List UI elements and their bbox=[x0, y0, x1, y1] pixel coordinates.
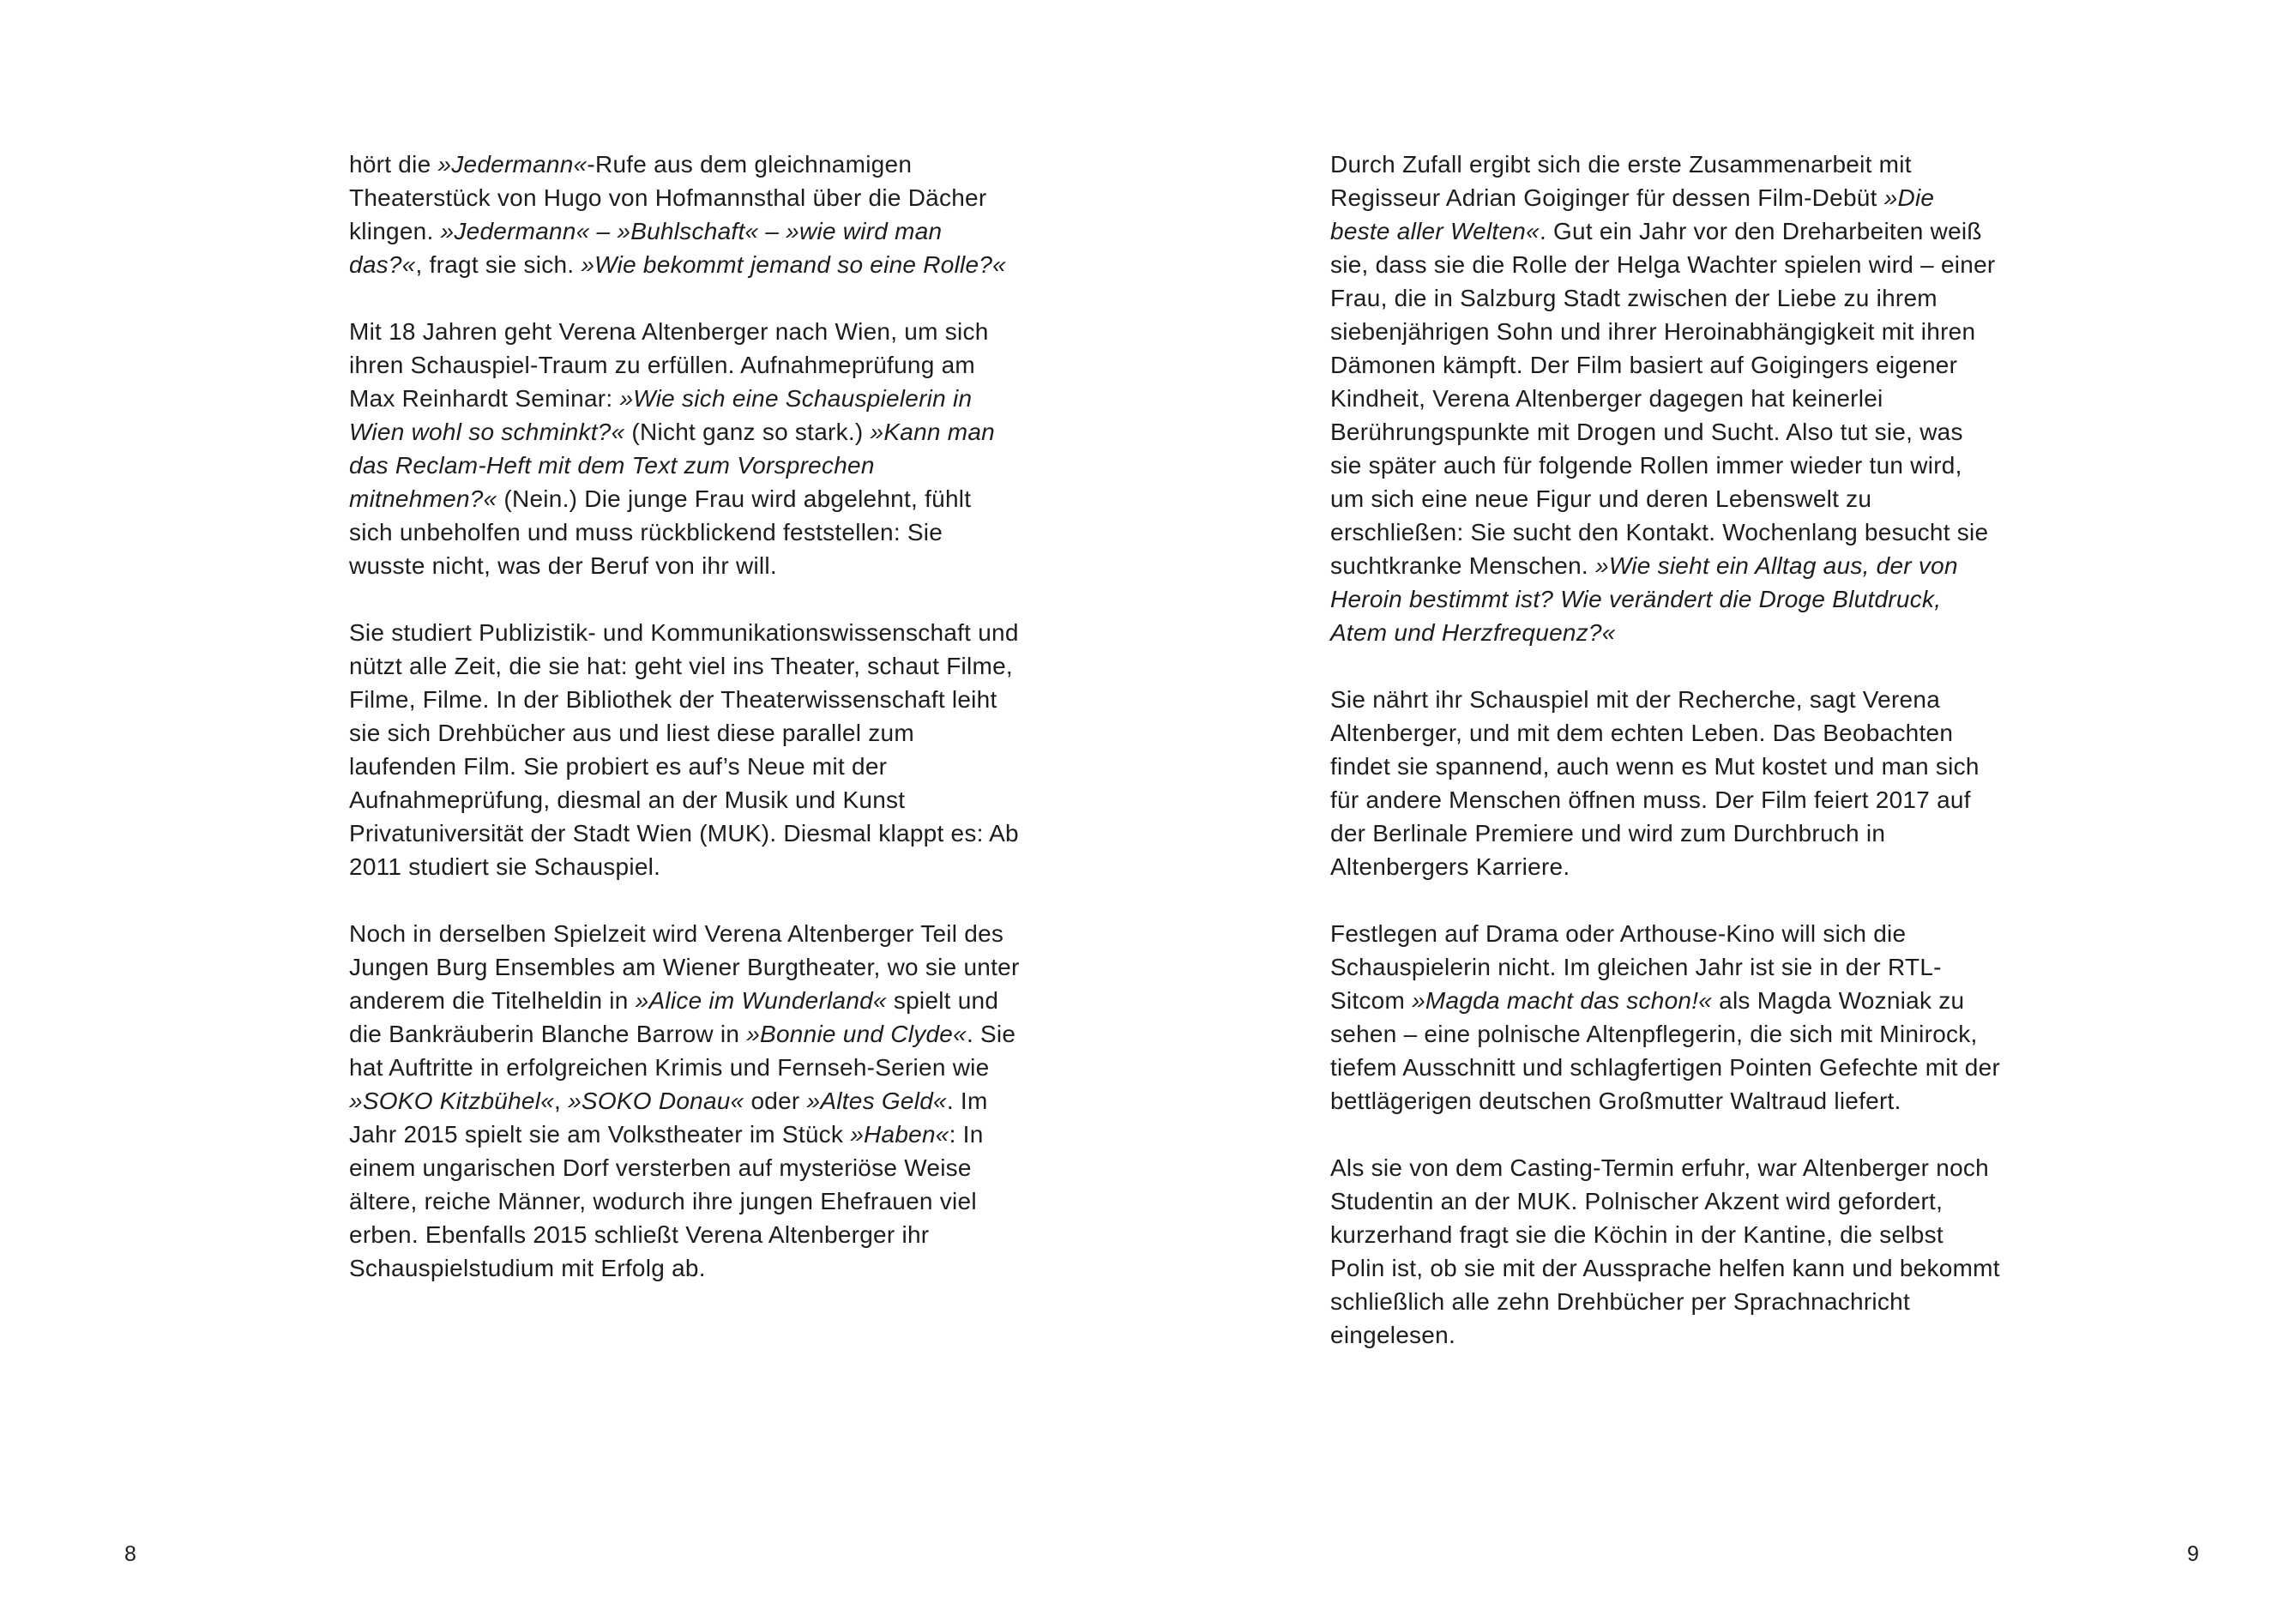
text-segment: hört die bbox=[349, 151, 438, 178]
text-segment: , fragt sie sich. bbox=[415, 251, 582, 278]
text-segment: (Nicht ganz so stark.) bbox=[624, 419, 871, 445]
paragraph bbox=[349, 148, 1020, 281]
text-segment: spielt und die Bankräuberin Blanche Barrow in bbox=[349, 987, 999, 1047]
text-segment: : In einem ungarischen Dorf versterben auf mysteriöse Weise ältere, reiche Männer, wodurch ihre jungen Ehefrauen viel erben. Ebenfalls 2015 schließt Verena Altenberger ihr Schauspielstudium mit Erfolg ab. bbox=[349, 1121, 984, 1281]
text-segment: (Nein.) Die junge Frau wird abgelehnt, fühlt sich unbeholfen und muss rückblickend feststellen: Sie wusste nicht, was der Beruf von ihr will. bbox=[349, 485, 972, 579]
italic-text-segment: »Kann man das Reclam-Heft mit dem Text zum Vorsprechen mitnehmen?« bbox=[349, 419, 995, 512]
italic-text-segment: »Magda macht das schon!« bbox=[1412, 987, 1713, 1014]
text-segment: als Magda Wozniak zu sehen – eine polnische Altenpflegerin, die sich mit Minirock, tiefem Ausschnitt und schlagfertigen Pointen Gefechte mit der bettlägerigen deutschen Großmutter Waltraud liefert. bbox=[1330, 987, 2001, 1114]
page-number-left: 8 bbox=[124, 1542, 136, 1566]
italic-text-segment: »SOKO Donau« bbox=[568, 1088, 744, 1114]
italic-text-segment: »Wie sich eine Schauspielerin in Wien wohl so schminkt?« bbox=[349, 385, 973, 445]
italic-text-segment: »Jedermann« bbox=[437, 151, 588, 178]
paragraph bbox=[349, 917, 1020, 1285]
paragraph bbox=[1330, 148, 2001, 649]
text-segment: Sie nährt ihr Schauspiel mit der Recherche, sagt Verena Altenberger, und mit dem echten Leben. Das Beobachten findet sie spannend, auch wenn es Mut kostet und man sich für andere Menschen öffnen muss. Der Film feiert 2017 auf der Berlinale Premiere und wird zum Durchbruch in Altenbergers Karriere. bbox=[1330, 686, 1980, 880]
text-segment: . Im Jahr 2015 spielt sie am Volkstheater im Stück bbox=[349, 1088, 988, 1148]
text-segment: Noch in derselben Spielzeit wird Verena Altenberger Teil des Jungen Burg Ensembles am Wiener Burgtheater, wo sie unter anderem die Titelheldin in bbox=[349, 920, 1020, 1014]
text-segment: Durch Zufall ergibt sich die erste Zusammenarbeit mit Regisseur Adrian Goiginger für dessen Film-Debüt bbox=[1330, 151, 1912, 211]
italic-text-segment: »Die beste aller Welten« bbox=[1330, 184, 1935, 244]
paragraph bbox=[1330, 917, 2001, 1118]
left-page-text-column bbox=[349, 148, 1020, 1285]
text-segment: Sie studiert Publizistik- und Kommunikationswissenschaft und nützt alle Zeit, die sie hat: geht viel ins Theater, schaut Filme, Filme, Filme. In der Bibliothek der Theaterwissenschaft leiht sie sich Drehbücher aus und liest diese parallel zum laufenden Film. Sie probiert es auf’s Neue mit der Aufnahmeprüfung, diesmal an der Musik und Kunst Privatuniversität der Stadt Wien (MUK). Diesmal klappt es: Ab 2011 studiert sie Schauspiel. bbox=[349, 619, 1019, 880]
paragraph bbox=[1330, 1151, 2001, 1352]
italic-text-segment: »Bonnie und Clyde« bbox=[746, 1021, 967, 1047]
italic-text-segment: »Altes Geld« bbox=[806, 1088, 947, 1114]
text-segment: . Sie hat Auftritte in erfolgreichen Krimis und Fernseh-Serien wie bbox=[349, 1021, 1016, 1081]
text-segment: Mit 18 Jahren geht Verena Altenberger nach Wien, um sich ihren Schauspiel-Traum zu erfüllen. Aufnahmeprüfung am Max Reinhardt Seminar: bbox=[349, 318, 989, 412]
text-segment: . Gut ein Jahr vor den Dreharbeiten weiß sie, dass sie die Rolle der Helga Wachter spielen wird – einer Frau, die in Salzburg Stadt zwischen der Liebe zu ihrem siebenjährigen Sohn und ihrer Heroinabhängigkeit mit ihren Dämonen kämpft. Der Film basiert auf Goigingers eigener Kindheit, Verena Altenberger dagegen hat keinerlei Berührungspunkte mit Drogen und Sucht. Also tut sie, was sie später auch für folgende Rollen immer wieder tun wird, um sich eine neue Figur und deren Lebenswelt zu erschließen: Sie sucht den Kontakt. Wochenlang besucht sie suchtkranke Menschen. bbox=[1330, 218, 1996, 579]
italic-text-segment: »Haben« bbox=[850, 1121, 949, 1148]
paragraph bbox=[1330, 683, 2001, 883]
italic-text-segment: »Alice im Wunderland« bbox=[635, 987, 887, 1014]
right-page-text-column bbox=[1330, 148, 2001, 1352]
italic-text-segment: »Wie sieht ein Alltag aus, der von Heroin bestimmt ist? Wie verändert die Droge Blutdruck, Atem und Herzfrequenz?« bbox=[1330, 552, 1958, 646]
text-segment: Festlegen auf Drama oder Arthouse-Kino will sich die Schauspielerin nicht. Im gleichen Jahr ist sie in der RTL-Sitcom bbox=[1330, 920, 1942, 1014]
italic-text-segment: »Jedermann« – »Buhlschaft« – »wie wird man das?« bbox=[349, 218, 943, 278]
paragraph bbox=[349, 315, 1020, 582]
text-segment: Als sie von dem Casting-Termin erfuhr, war Altenberger noch Studentin an der MUK. Polnischer Akzent wird gefordert, kurzerhand fragt sie die Köchin in der Kantine, die selbst Polin ist, ob sie mit der Aussprache helfen kann und bekommt schließlich alle zehn Drehbücher per Sprachnachricht eingelesen. bbox=[1330, 1154, 2000, 1348]
paragraph bbox=[349, 616, 1020, 883]
text-segment: oder bbox=[744, 1088, 807, 1114]
italic-text-segment: »SOKO Kitzbühel« bbox=[349, 1088, 555, 1114]
text-segment: -Rufe aus dem gleichnamigen Theaterstück von Hugo von Hofmannsthal über die Dächer klingen. bbox=[349, 151, 987, 244]
text-segment: , bbox=[554, 1088, 569, 1114]
page-number-right: 9 bbox=[2187, 1542, 2199, 1566]
italic-text-segment: »Wie bekommt jemand so eine Rolle?« bbox=[581, 251, 1006, 278]
